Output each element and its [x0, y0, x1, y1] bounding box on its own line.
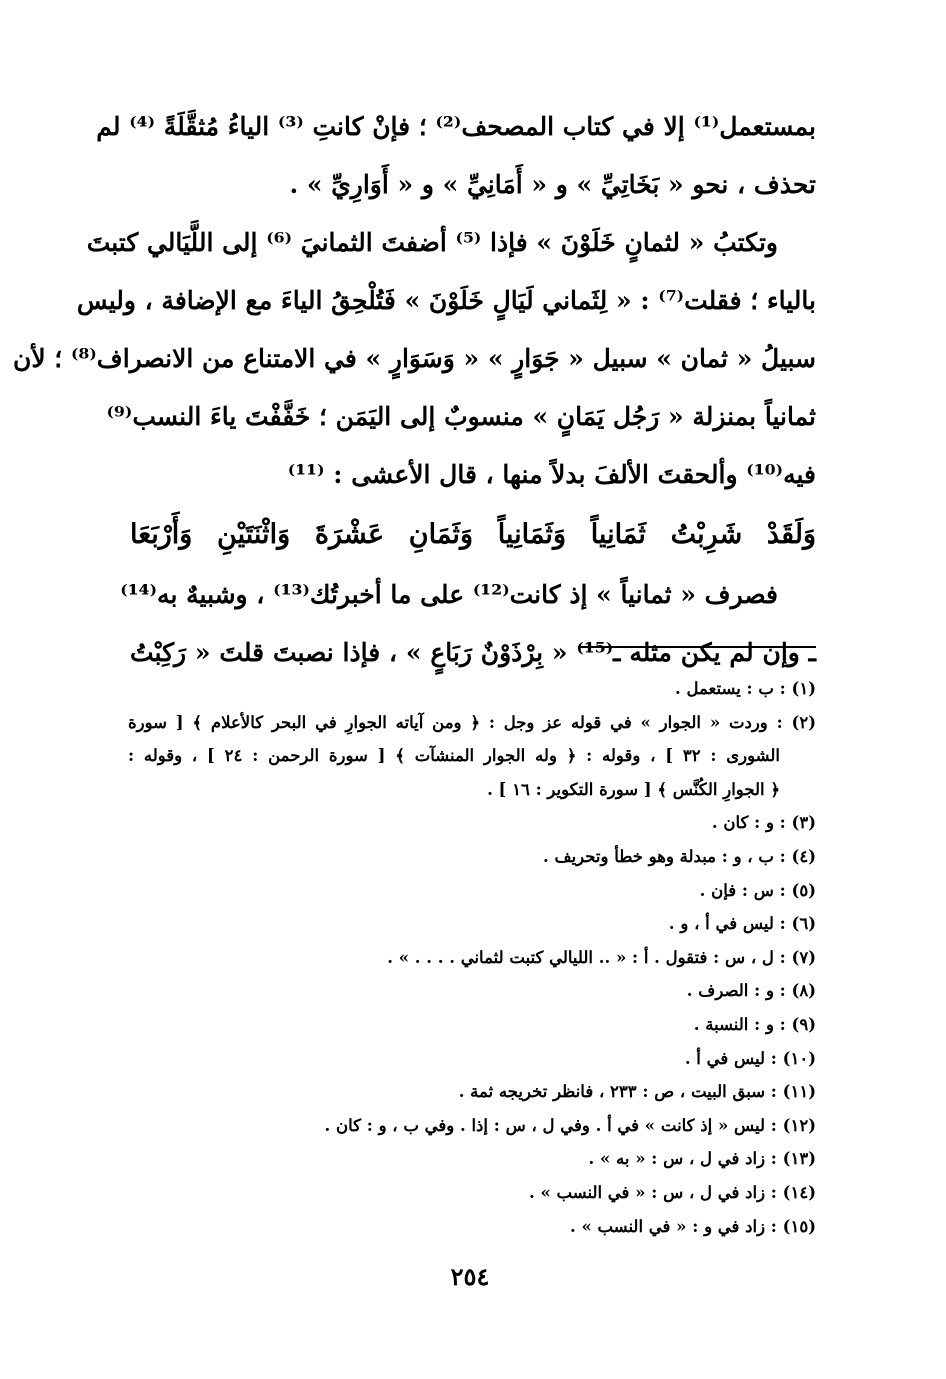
footnote-4: (٤) : ب ، و : مبدلة وهو خطأ وتحريف . [543, 846, 816, 866]
footnote-8: (٨) : و : الصرف . [686, 981, 816, 1001]
footnote-2: (٢) : وردت « الجوار » في قوله عز وجل : ﴿ ومن آياته الجوارِ في البحر كالأعلام ﴾ [ سورة [128, 712, 816, 732]
footnote-7: (٧) : ل ، س : فتقول . أ : « .. الليالي كتبت لثماني . . . . » . [387, 947, 816, 967]
footnotes-block [128, 672, 816, 1243]
text-line-1: بمستعمل⁽¹⁾ إلا في كتاب المصحف⁽²⁾ ؛ فإنْ كانتِ ⁽³⁾ الياءُ مُثقَّلَةً ⁽⁴⁾ لم [96, 112, 816, 141]
footnote-10: (١٠) : ليس في أ . [684, 1048, 816, 1068]
footnote-14: (١٤) : زاد في ل ، س : « في النسب » . [529, 1182, 816, 1202]
text-line-10: ـ وإن لم يكن مثله ـ⁽¹⁵⁾ « بِرْذَوْنٌ رَبَاعٍ » ، فإذا نصبتَ قلتَ « رَكِبْتُ [130, 638, 817, 667]
text-line-7: فيه⁽¹⁰⁾ وألحقتَ الألفَ بدلاً منها ، قال الأعشى : ⁽¹¹⁾ [287, 460, 816, 489]
footnote-5: (٥) : س : فإن . [699, 880, 816, 900]
text-line-5: سبيلُ « ثمان » سبيل « جَوَارٍ » « وَسَوَارٍ » في الامتناع من الانصراف⁽⁸⁾ ؛ لأن [12, 344, 816, 373]
footnote-3: (٣) : و : كان . [711, 813, 816, 833]
footnote-15: (١٥) : زاد في و : « في النسب » . [569, 1216, 816, 1236]
footnote-13: (١٣) : زاد في ل ، س : « به » . [588, 1149, 816, 1169]
poetry-verse: وَلَقَدْ شَرِبْتُ ثَمَانِياً وَثَمَانِياً وَثَمَانِ عَشْرَةَ وَاثْنَتَيْنِ وَأَرْبَعَا [130, 519, 816, 550]
main-text-block [12, 98, 817, 682]
text-line-4: بالياء ؛ فقلت⁽⁷⁾ : « لِثَماني لَيَالٍ خَلَوْنَ » فَتُلْحِقُ الياءَ مع الإضافة ، وليس [76, 286, 816, 315]
page-number: ٢٥٤ [450, 1262, 490, 1291]
footnote-11: (١١) : سبق البيت ، ص : ٢٣٣ ، فانظر تخريجه ثمة . [458, 1082, 816, 1102]
footnote-1: (١) : ب : يستعمل . [675, 679, 816, 698]
text-line-9: فصرف « ثمانياً » إذ كانت⁽¹²⁾ على ما أخبرتُك⁽¹³⁾ ، وشبيهٌ به⁽¹⁴⁾ [120, 580, 778, 609]
footnote-9: (٩) : و : النسبة . [693, 1014, 816, 1034]
footnote-12: (١٢) : ليس « إذ كانت » في أ . وفي ل ، س : إذا . وفي ب ، و : كان . [324, 1115, 816, 1135]
footnote-6: (٦) : ليس في أ ، و . [668, 914, 816, 934]
footnote-2-continued: الشورى : ٣٢ ] ، وقوله : ﴿ وله الجوار المنشآت ﴾ [ سورة الرحمن : ٢٤ ] ، وقوله : [128, 746, 780, 766]
footnote-2-continued-2: ﴿ الجوارِ الكُنَّس ﴾ [ سورة التكوير : ١٦ ] . [487, 779, 780, 799]
text-line-2: تحذف ، نحو « بَخَاتِيِّ » و « أَمَانِيِّ » و « أَوَارِيِّ » . [289, 170, 816, 199]
text-line-6: ثمانياً بمنزلة « رَجُل يَمَانٍ » منسوبٌ إلى اليَمَن ؛ خَفَّفْتَ ياءَ النسب⁽⁹⁾ [106, 402, 816, 431]
footnote-separator [578, 646, 816, 648]
text-line-3: وتكتبُ « لثمانٍ خَلَوْنَ » فإذا ⁽⁵⁾ أضفتَ الثمانيَ ⁽⁶⁾ إلى اللَّيَالي كتبتَ [86, 228, 778, 257]
